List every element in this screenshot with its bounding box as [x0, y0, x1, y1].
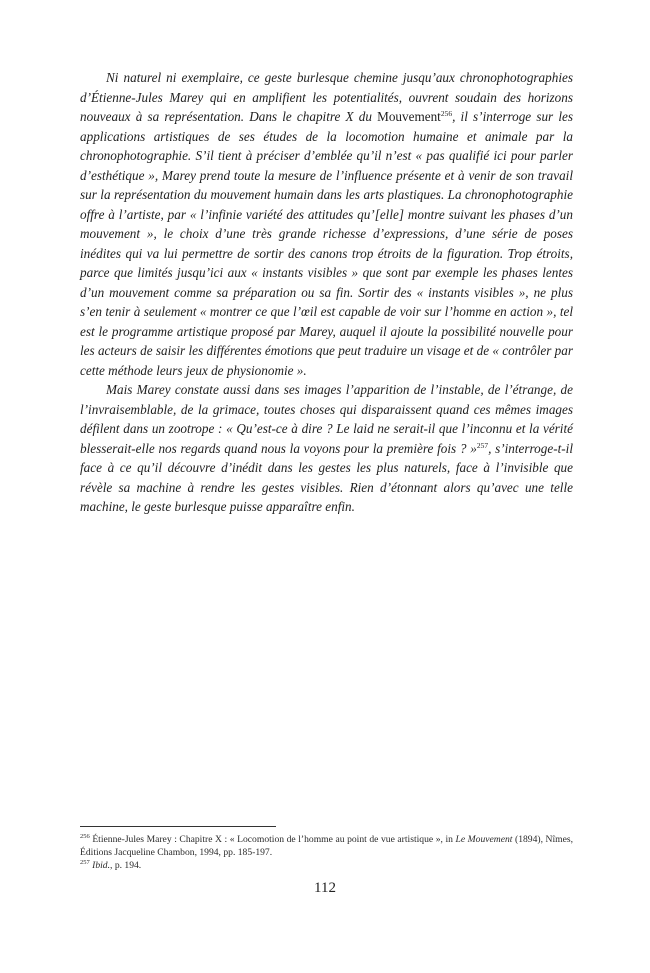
footnote-ibid: Ibid.	[89, 860, 111, 871]
paragraph-1-mouvement-word: Mouvement	[377, 109, 441, 124]
footnote-257	[80, 859, 573, 872]
paragraph-2	[80, 380, 573, 517]
paragraph-2-text-b: , s’interroge-t-il face à ce qu’il découvre d’inédit dans les gestes les plus naturels, face à l’invisible que révèle sa machine à rendre les gestes visibles. Rien d’étonnant alors qu’avec une telle machine, le geste burlesque puisse apparaître enfin.	[80, 440, 573, 514]
paragraph-1	[80, 68, 573, 380]
paragraph-2-text-a: Mais Marey constate aussi dans ses images l’apparition de l’instable, de l’étrange, de l’invraisemblable, de la grimace, toutes choses qui disparaissent quand ces mêmes images défilent dans un zootrope : « Qu’est-ce à dire ? Le laid ne serait-il que l’inconnu et la vérité blesserait-elle nos regards quand nous la voyons pour la première fois ? »	[80, 382, 573, 456]
footnote-ref-256[interactable]: 256	[440, 109, 453, 118]
footnote-number: 257	[80, 859, 90, 866]
footnote-text: , p. 194.	[110, 860, 142, 871]
main-text	[80, 68, 573, 517]
footnote-text: (1894), Nîmes, Éditions Jacqueline Chambon, 1994, pp. 185-197.	[80, 834, 573, 858]
footnote-ref-257[interactable]: 257	[476, 440, 489, 450]
footnote-title: Le Mouvement	[455, 834, 513, 845]
footnote-256	[80, 833, 573, 859]
page-number: 112	[314, 880, 336, 896]
footnote-divider	[80, 826, 276, 827]
paragraph-1-text-b: , il s’interroge sur les applications artistiques de ses études de la locomotion humaine et animale par la chronophotographie. S’il tient à préciser d’emblée qu’il n’est « pas qualifié ici pour parler d’esthétique », Marey prend toute la mesure de l’influence présente et à venir de son travail sur la représentation du mouvement humain dans les arts plastiques. La chronophotographie offre à l’artiste, par « l’infinie variété des attitudes qu’[elle] montre suivant les phases d’un mouvement », le choix d’une très grande richesse d’expressions, d’une série de poses inédites qui va lui permettre de sortir des canons trop étroits de la figuration. Trop étroits, parce que limités jusqu’ici aux « instants visibles » que sont par exemple les phases lentes d’un mouvement comme sa préparation ou sa fin. Sortir des « instants visibles », ne plus s’en tenir à seulement « montrer ce que l’œil est capable de voir sur l’homme en action », tel est le programme artistique proposé par Marey, auquel il ajoute la possibilité nouvelle pour les acteurs de saisir les différentes émotions que peut traduire un visage et de « contrôler par cette méthode leurs jeux de physionomie ».	[80, 109, 573, 378]
paragraph-1-text-a: Ni naturel ni exemplaire, ce geste burlesque chemine jusqu’aux chronophotographies d’Étienne-Jules Marey qui en amplifient les potentialités, ouvrent soudain des horizons nouveaux à sa représentation. Dans le chapitre X du	[80, 70, 573, 124]
footnote-text: Étienne-Jules Marey : Chapitre X : « Locomotion de l’homme au point de vue artistique », in	[89, 834, 456, 845]
footnote-number: 256	[80, 833, 90, 840]
footnotes	[80, 833, 573, 872]
